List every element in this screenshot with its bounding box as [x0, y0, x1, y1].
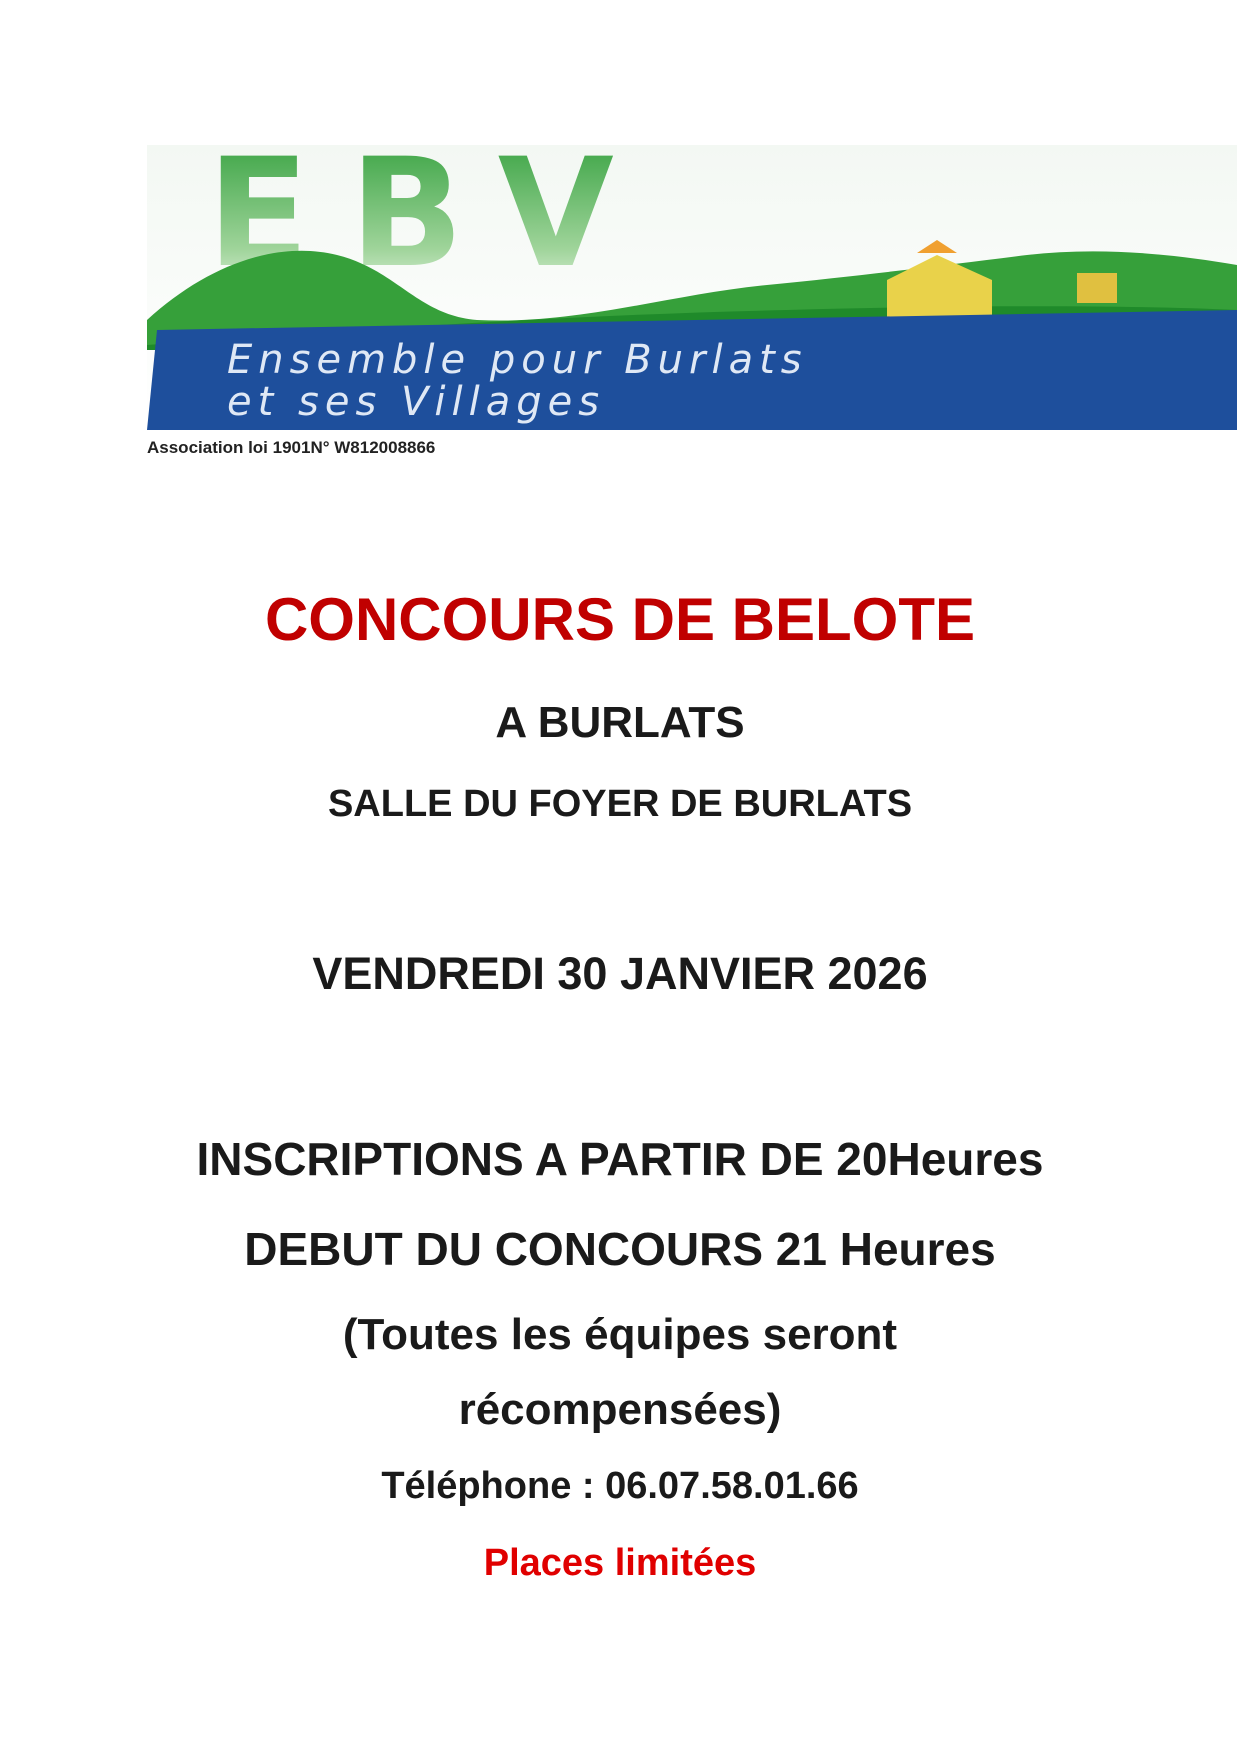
poster-phone: Téléphone : 06.07.58.01.66	[381, 1465, 859, 1507]
poster-date: VENDREDI 30 JANVIER 2026	[312, 948, 928, 999]
logo-line1: Ensemble pour Burlats	[227, 337, 808, 383]
poster-note-line2: récompensées)	[458, 1385, 782, 1434]
poster-location: A BURLATS	[495, 698, 745, 747]
poster-registration-time: INSCRIPTIONS A PARTIR DE 20Heures	[196, 1133, 1044, 1185]
poster-venue: SALLE DU FOYER DE BURLATS	[327, 783, 913, 825]
poster-start-time: DEBUT DU CONCOURS 21 Heures	[244, 1223, 996, 1275]
ebv-logo	[147, 145, 1237, 430]
poster-note-line1: (Toutes les équipes seront	[342, 1310, 898, 1359]
association-registration: Association loi 1901N° W812008866	[147, 438, 436, 457]
logo-line2: et ses Villages	[227, 379, 606, 425]
logo-letters: EBV	[207, 145, 654, 301]
poster-limited-places: Places limitées	[483, 1542, 757, 1584]
poster-title: CONCOURS DE BELOTE	[264, 586, 976, 653]
ebv-logo-graphic	[147, 145, 1237, 430]
